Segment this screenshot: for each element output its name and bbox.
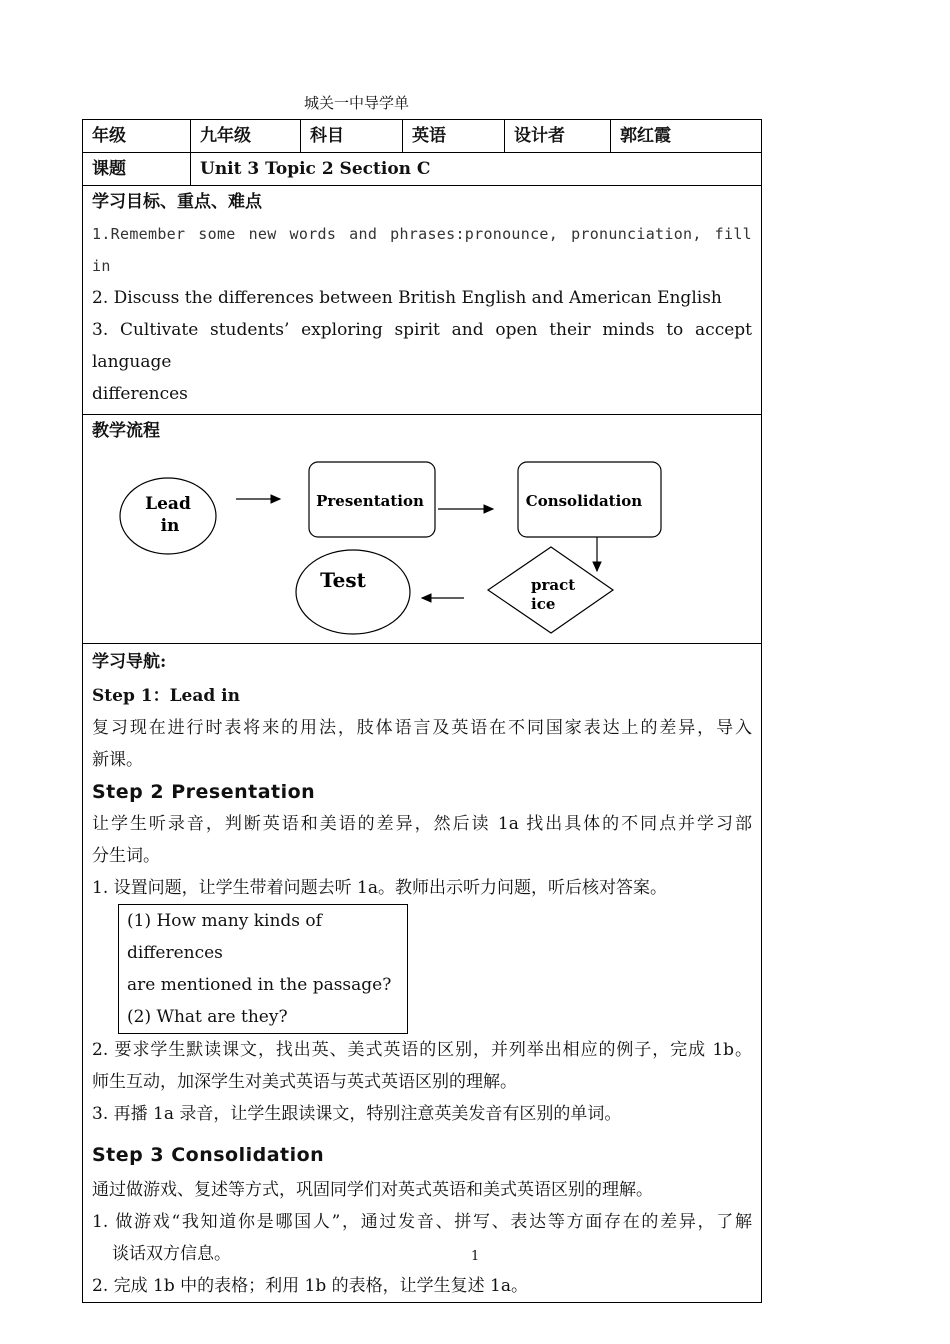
step2-text-line2: 分生词。	[92, 846, 160, 866]
step3-title: Step 3 Consolidation	[92, 1144, 325, 1166]
guide-row	[83, 644, 762, 1303]
flow-row	[83, 415, 762, 644]
question-1-line2: are mentioned in the passage?	[127, 975, 392, 995]
question-2: (2) What are they?	[127, 1007, 288, 1027]
step1-text-line2: 新课。	[92, 750, 143, 770]
step3-text: 通过做游戏、复述等方式，巩固同学们对英式英语和美式英语区别的理解。	[92, 1180, 653, 1200]
practice-label-1: pract	[531, 576, 576, 594]
subject-value: 英语	[403, 120, 505, 153]
objective-1-line2: in	[92, 257, 111, 275]
designer-label: 设计者	[505, 120, 611, 153]
flow-diagram	[92, 447, 752, 643]
presentation-label: Presentation	[316, 492, 424, 510]
practice-label-2: ice	[531, 595, 556, 613]
page-number: 1	[471, 1249, 480, 1264]
flow-diagram-svg	[92, 447, 752, 643]
step3-item1-line1: 1. 做游戏“我知道你是哪国人”，通过发音、拼写、表达等方面存在的差异，了解	[92, 1212, 752, 1232]
objectives-row	[83, 186, 762, 415]
step3-item2: 2. 完成 1b 中的表格；利用 1b 的表格，让学生复述 1a。	[92, 1276, 528, 1296]
step1-text-line1: 复习现在进行时表将来的用法，肢体语言及英语在不同国家表达上的差异，导入	[92, 718, 752, 738]
step1-title: Step 1：Lead in	[92, 686, 240, 706]
test-node	[296, 550, 410, 634]
lead-in-label-1: Lead	[145, 494, 191, 514]
subject-label: 科目	[301, 120, 403, 153]
objective-3-line1: 3. Cultivate students’ exploring spirit and open their minds to accept language	[92, 320, 752, 372]
step2-item2-line1: 2. 要求学生默读课文，找出英、美式英语的区别，并列举出相应的例子，完成 1b。	[92, 1040, 752, 1060]
designer-value: 郭红霞	[611, 120, 762, 153]
flow-heading: 教学流程	[92, 421, 160, 441]
step2-text-line1: 让学生听录音，判断英语和美语的差异，然后读 1a 找出具体的不同点并学习部	[92, 814, 752, 834]
step2-title: Step 2 Presentation	[92, 781, 316, 803]
grade-value: 九年级	[191, 120, 301, 153]
guide-heading: 学习导航:	[92, 652, 167, 672]
grade-label: 年级	[83, 120, 191, 153]
document-title: 城关一中导学单	[304, 94, 410, 112]
consolidation-label: Consolidation	[525, 492, 643, 510]
step2-item3: 3. 再播 1a 录音，让学生跟读课文，特别注意英美发音有区别的单词。	[92, 1104, 622, 1124]
step2-item1: 1. 设置问题，让学生带着问题去听 1a。教师出示听力问题，听后核对答案。	[92, 878, 667, 898]
objective-1-line1: 1.Remember some new words and phrases:pronounce, pronunciation, fill	[92, 225, 752, 243]
objective-2: 2. Discuss the differences between British English and American English	[92, 288, 722, 308]
topic-value: Unit 3 Topic 2 Section C	[191, 153, 762, 186]
step2-item2-line2: 师生互动，加深学生对美式英语与英式英语区别的理解。	[92, 1072, 517, 1092]
objective-3-line2: differences	[92, 384, 188, 404]
listening-questions-box	[118, 904, 408, 1034]
lead-in-label-2: in	[160, 516, 180, 536]
topic-label: 课题	[83, 153, 191, 186]
test-label: Test	[320, 568, 366, 592]
topic-row	[83, 153, 762, 186]
study-guide-table	[82, 119, 762, 1303]
objectives-heading: 学习目标、重点、难点	[92, 192, 262, 212]
step3-item1-line2: 谈话双方信息。	[112, 1244, 231, 1264]
info-row	[83, 120, 762, 153]
question-1-line1: (1) How many kinds of differences	[127, 911, 322, 963]
